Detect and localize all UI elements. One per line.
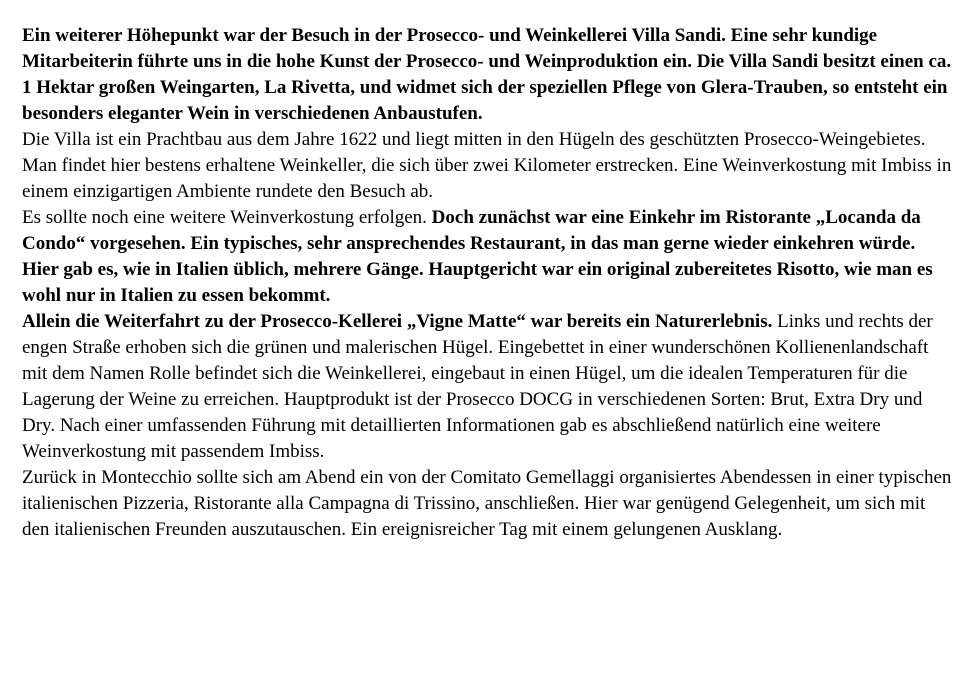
document-body [22,23,952,543]
paragraph-text: Es sollte noch eine weitere Weinverkostung erfolgen. [22,207,432,228]
paragraph-bold-text: Ein weiterer Höhepunkt war der Besuch in der Prosecco- und Weinkellerei Villa Sandi. Eine sehr kundige Mitarbeiterin führte uns in die hohe Kunst der Prosecco- und Weinproduktion ein. Die Villa Sandi besitzt einen ca. 1 Hektar großen Weingarten, La Rivetta, und widmet sich der speziellen Pflege von Glera-Trauben, so entsteht ein besonders eleganter Wein in verschiedenen Anbaustufen. [22,25,952,124]
paragraph-vigne-matte [22,309,952,465]
paragraph-montecchio [22,465,952,543]
paragraph-villa-history [22,127,952,205]
paragraph-villa-sandi [22,23,952,127]
paragraph-bold-text: Doch zunächst war eine Einkehr im Ristorante „Locanda da Condo“ vorgesehen. Ein typisches, sehr ansprechendes Restaurant, in das man gerne wieder einkehren würde. Hier gab es, wie in Italien üblich, mehrere Gänge. Hauptgericht war ein original zubereitetes Risotto, wie man es wohl nur in Italien zu essen bekommt. [22,207,933,306]
paragraph-text: Die Villa ist ein Prachtbau aus dem Jahre 1622 und liegt mitten in den Hügeln des geschützten Prosecco-Weingebietes. Man findet hier bestens erhaltene Weinkeller, die sich über zwei Kilometer erstrecken. Eine Weinverkostung mit Imbiss in einem einzigartigen Ambiente rundete den Besuch ab. [22,129,952,202]
paragraph-bold-text: Allein die Weiterfahrt zu der Prosecco-Kellerei „Vigne Matte“ war bereits ein Naturerlebnis. [22,311,773,332]
paragraph-locanda [22,205,952,309]
paragraph-text: Zurück in Montecchio sollte sich am Abend ein von der Comitato Gemellaggi organisiertes Abendessen in einer typischen italienischen Pizzeria, Ristorante alla Campagna di Trissino, anschließen. Hier war genügend Gelegenheit, um sich mit den italienischen Freunden auszutauschen. Ein ereignisreicher Tag mit einem gelungenen Ausklang. [22,467,952,540]
paragraph-text: Links und rechts der engen Straße erhoben sich die grünen und malerischen Hügel. Eingebettet in einer wunderschönen Kollienenlandschaft mit dem Namen Rolle befindet sich die Weinkellerei, eingebaut in einen Hügel, um die idealen Temperaturen für die Lagerung der Weine zu erreichen. Hauptprodukt ist der Prosecco DOCG in verschiedenen Sorten: Brut, Extra Dry und Dry. Nach einer umfassenden Führung mit detaillierten Informationen gab es abschließend natürlich eine weitere Weinverkostung mit passendem Imbiss. [22,311,933,462]
